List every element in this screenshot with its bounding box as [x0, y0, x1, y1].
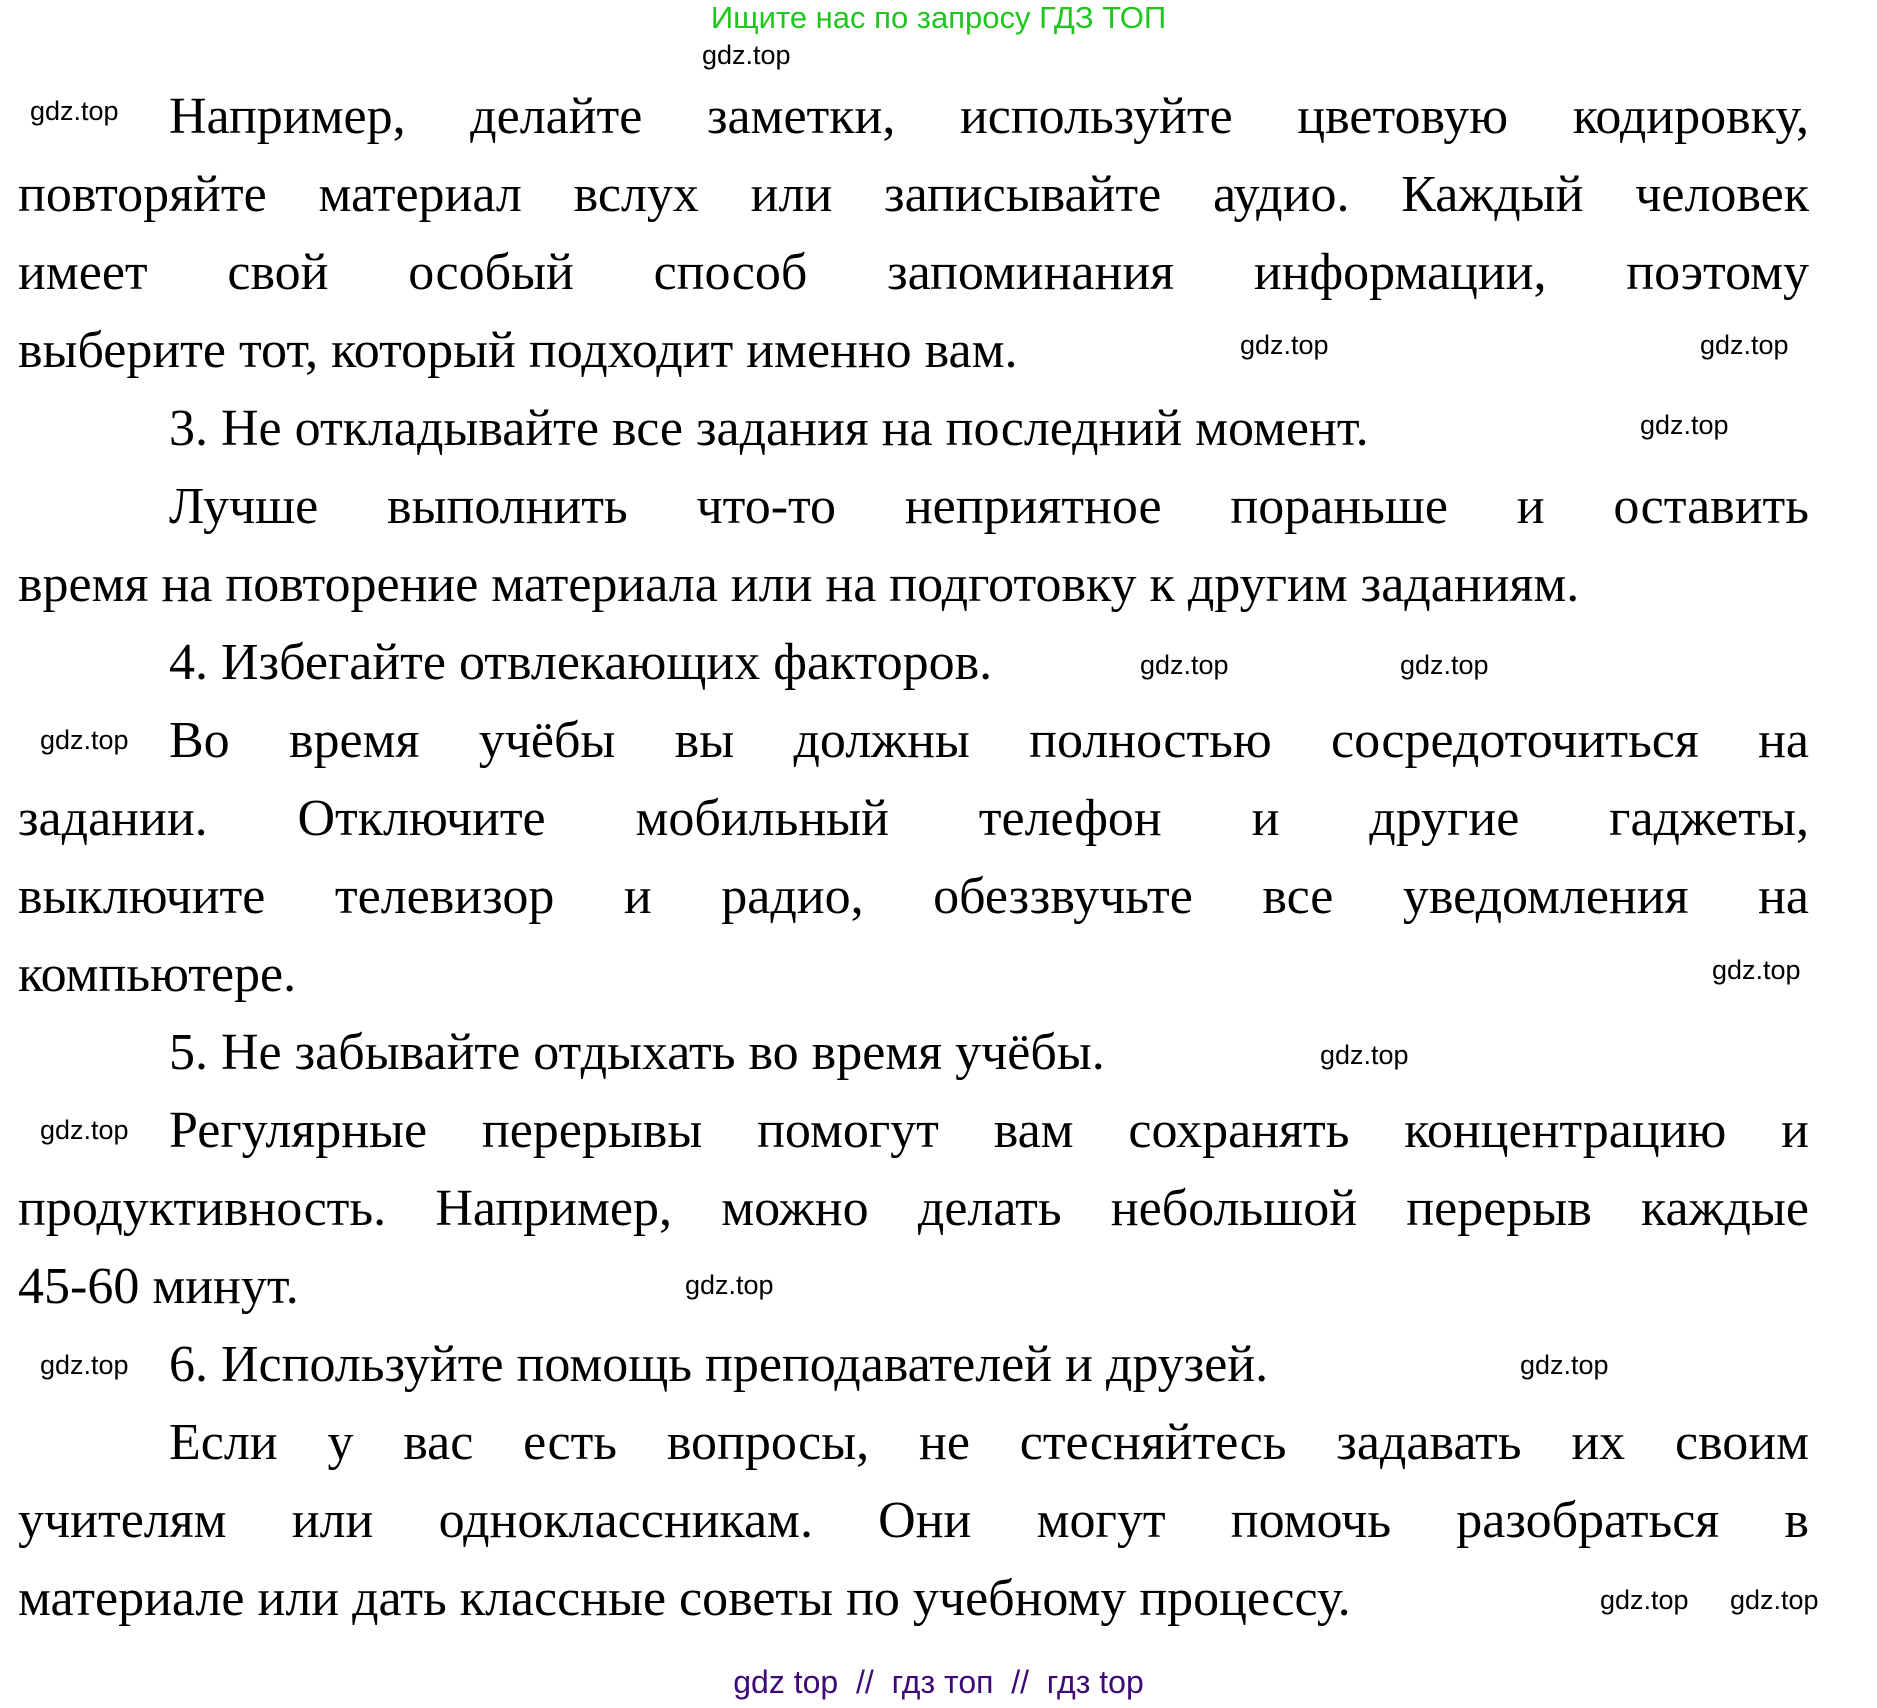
text-line: 6. Используйте помощь преподавателей и друзей.	[169, 1336, 1269, 1393]
text-line: Во время учёбы вы должны полностью сосредоточиться на	[169, 712, 1809, 769]
watermark-label: gdz.top	[40, 1115, 129, 1145]
watermark-label: gdz.top	[1700, 330, 1789, 360]
text-line: выключите телевизор и радио, обеззвучьте все уведомления на	[18, 868, 1809, 925]
watermark-label: gdz.top	[1730, 1585, 1819, 1615]
watermark-label: gdz.top	[1320, 1040, 1409, 1070]
text-line: 3. Не откладывайте все задания на последний момент.	[169, 400, 1369, 457]
watermark-label: gdz.top	[1240, 330, 1329, 360]
text-line: 4. Избегайте отвлекающих факторов.	[169, 634, 993, 691]
watermark-label: gdz.top	[1140, 650, 1229, 680]
footer-watermark: gdz top // гдз топ // гдз top	[733, 1664, 1144, 1700]
watermark-label: gdz.top	[1400, 650, 1489, 680]
watermark-label: gdz.top	[40, 725, 129, 755]
text-line: имеет свой особый способ запоминания информации, поэтому	[18, 244, 1809, 301]
document-body	[18, 78, 1809, 1638]
text-line: продуктивность. Например, можно делать небольшой перерыв каждые	[18, 1180, 1809, 1237]
watermark-label: gdz.top	[1640, 410, 1729, 440]
text-line: учителям или одноклассникам. Они могут помочь разобраться в	[18, 1492, 1809, 1549]
text-line: задании. Отключите мобильный телефон и другие гаджеты,	[18, 790, 1809, 847]
watermark-label: gdz.top	[685, 1270, 774, 1300]
watermark-label: gdz.top	[40, 1350, 129, 1380]
text-line: выберите тот, который подходит именно вам.	[18, 322, 1018, 379]
text-line: Регулярные перерывы помогут вам сохранять концентрацию и	[169, 1102, 1809, 1159]
watermark-label: gdz.top	[1712, 955, 1801, 985]
text-line: время на повторение материала или на подготовку к другим заданиям.	[18, 556, 1580, 613]
text-line: 45-60 минут.	[18, 1258, 299, 1315]
text-line: 5. Не забывайте отдыхать во время учёбы.	[169, 1024, 1105, 1081]
watermark-label: gdz.top	[1600, 1585, 1689, 1615]
search-promo-banner: Ищите нас по запросу ГДЗ ТОП	[710, 0, 1167, 35]
text-line: повторяйте материал вслух или записывайте аудио. Каждый человек	[18, 166, 1809, 223]
watermark-label: gdz.top	[1520, 1350, 1609, 1380]
text-line: Например, делайте заметки, используйте цветовую кодировку,	[169, 88, 1809, 145]
watermark-label: gdz.top	[30, 96, 119, 126]
text-line: компьютере.	[18, 946, 297, 1003]
text-line: Если у вас есть вопросы, не стесняйтесь задавать их своим	[169, 1414, 1809, 1471]
watermark-label: gdz.top	[702, 40, 791, 70]
text-line: Лучше выполнить что-то неприятное пораньше и оставить	[169, 478, 1809, 535]
text-line: материале или дать классные советы по учебному процессу.	[18, 1570, 1351, 1627]
